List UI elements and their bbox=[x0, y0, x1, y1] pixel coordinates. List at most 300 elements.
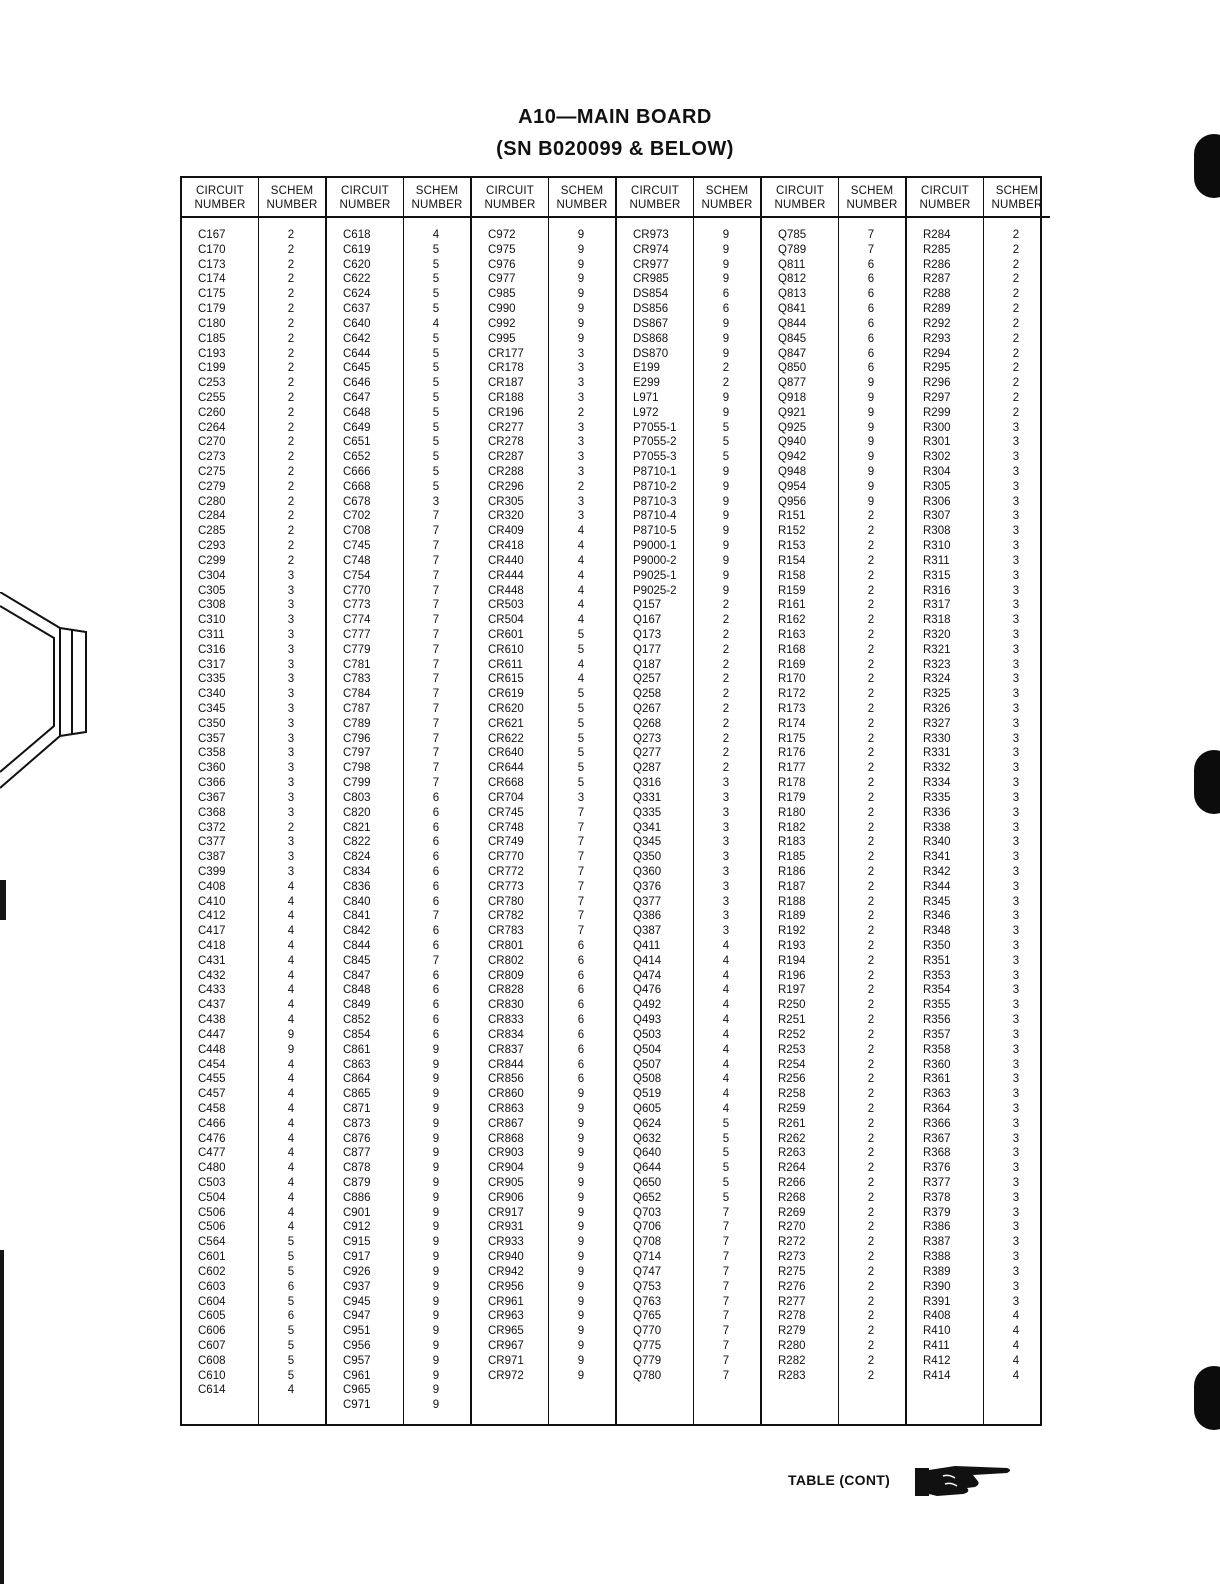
schem-number-cell: 3 bbox=[1012, 954, 1020, 967]
circuit-number-cell: R345 bbox=[923, 895, 951, 908]
circuit-number-cell: Q789 bbox=[778, 243, 807, 256]
schem-number-cell: 2 bbox=[867, 1043, 875, 1056]
circuit-number-cell: C642 bbox=[343, 332, 371, 345]
circuit-number-cell: R331 bbox=[923, 747, 951, 760]
schem-number-cell: 2 bbox=[867, 762, 875, 775]
schem-number-cell: 7 bbox=[432, 703, 440, 715]
circuit-number-cell: C886 bbox=[343, 1191, 371, 1204]
circuit-number-cell: R252 bbox=[778, 1028, 806, 1041]
circuit-number-cell: C437 bbox=[198, 999, 226, 1012]
schem-number-cell: 3 bbox=[287, 747, 295, 760]
circuit-number-cell: Q267 bbox=[633, 703, 662, 715]
circuit-number-cell: C781 bbox=[343, 658, 371, 671]
schem-number-cell: 2 bbox=[1012, 317, 1020, 330]
circuit-number-cell: C863 bbox=[343, 1058, 371, 1071]
schem-number-cell: 2 bbox=[867, 895, 875, 908]
circuit-number-cell: Q714 bbox=[633, 1251, 662, 1264]
schem-number-cell: 5 bbox=[577, 688, 585, 701]
circuit-number-cell: R323 bbox=[923, 658, 951, 671]
schem-number-cell: 9 bbox=[432, 1384, 440, 1397]
circuit-number-cell: R280 bbox=[778, 1339, 806, 1352]
schem-number-cell: 9 bbox=[577, 1280, 585, 1293]
circuit-number-cell: R179 bbox=[778, 791, 806, 804]
circuit-number-cell: R192 bbox=[778, 925, 806, 938]
schem-number-cell: 4 bbox=[577, 673, 585, 686]
schem-number-cell: 3 bbox=[577, 347, 585, 360]
schem-number-cell: 9 bbox=[432, 1354, 440, 1367]
circuit-number-cell: R360 bbox=[923, 1058, 951, 1071]
circuit-number-cell: C937 bbox=[343, 1280, 371, 1293]
circuit-number-cell: P9000-2 bbox=[633, 554, 677, 567]
schem-number-cell: 7 bbox=[867, 243, 875, 256]
schem-number-cell: 2 bbox=[722, 688, 730, 701]
circuit-number-cell: CR828 bbox=[488, 984, 524, 997]
header-line: NUMBER bbox=[556, 199, 608, 211]
circuit-number-cell: Q493 bbox=[633, 1014, 662, 1027]
circuit-number-cell: R287 bbox=[923, 273, 951, 286]
schem-number-cell: 9 bbox=[722, 554, 730, 567]
schem-number-column bbox=[984, 178, 1050, 1424]
circuit-number-cell: C335 bbox=[198, 673, 226, 686]
schem-number-cell: 3 bbox=[1012, 762, 1020, 775]
schem-number-cell: 7 bbox=[577, 806, 585, 819]
schem-number-cell: 2 bbox=[1012, 258, 1020, 271]
schem-number-cell: 2 bbox=[287, 436, 295, 449]
circuit-number-cell: Q386 bbox=[633, 910, 662, 923]
schem-number-cell: 4 bbox=[1012, 1310, 1020, 1323]
circuit-number-cell: CR620 bbox=[488, 703, 524, 715]
schem-number-cell: 6 bbox=[577, 1058, 585, 1071]
circuit-number-cell: C879 bbox=[343, 1177, 371, 1189]
schem-number-cell: 9 bbox=[867, 480, 875, 493]
circuit-number-cell: R342 bbox=[923, 865, 951, 878]
schem-number-cell: 3 bbox=[722, 821, 730, 834]
schem-number-cell: 2 bbox=[287, 303, 295, 316]
circuit-number-cell: CR802 bbox=[488, 954, 524, 967]
schem-number-cell: 5 bbox=[432, 377, 440, 390]
schem-number-cell: 4 bbox=[432, 229, 440, 241]
circuit-number-cell: R344 bbox=[923, 880, 951, 893]
circuit-number-cell: C360 bbox=[198, 762, 226, 775]
schem-number-cell: 6 bbox=[867, 273, 875, 286]
schem-number-cell: 3 bbox=[287, 614, 295, 627]
circuit-number-cell: C956 bbox=[343, 1339, 371, 1352]
schem-number-cell: 2 bbox=[867, 628, 875, 641]
circuit-number-cell: CR956 bbox=[488, 1280, 524, 1293]
binder-hole-middle bbox=[1194, 750, 1220, 814]
schem-number-cell: 4 bbox=[722, 1102, 730, 1115]
schem-number-cell: 9 bbox=[577, 229, 585, 241]
circuit-number-cell: Q940 bbox=[778, 436, 807, 449]
schem-number-cell: 3 bbox=[1012, 984, 1020, 997]
circuit-number-cell: Q948 bbox=[778, 466, 807, 478]
circuit-number-cell: C647 bbox=[343, 391, 371, 404]
schem-number-cell: 9 bbox=[722, 229, 730, 241]
schem-number-cell: 7 bbox=[577, 895, 585, 908]
circuit-number-cell: C926 bbox=[343, 1265, 371, 1278]
schem-number-cell: 7 bbox=[722, 1221, 730, 1234]
schem-number-cell: 9 bbox=[577, 1369, 585, 1382]
circuit-number-cell: C399 bbox=[198, 865, 226, 878]
circuit-number-cell: Q703 bbox=[633, 1206, 662, 1219]
parts-table bbox=[180, 176, 1042, 1426]
schem-number-cell: 4 bbox=[287, 880, 295, 893]
circuit-number-cell: Q811 bbox=[778, 258, 806, 271]
schem-number-cell: 4 bbox=[1012, 1354, 1020, 1367]
circuit-number-cell: R311 bbox=[923, 554, 950, 567]
schem-number-cell: 2 bbox=[867, 865, 875, 878]
circuit-number-cell: R300 bbox=[923, 421, 951, 434]
circuit-number-cell: C280 bbox=[198, 495, 226, 508]
schem-number-cell: 9 bbox=[867, 406, 875, 419]
circuit-number-cell: C311 bbox=[198, 628, 225, 641]
header-line: NUMBER bbox=[991, 199, 1043, 211]
schem-number-cell: 9 bbox=[432, 1206, 440, 1219]
schem-number-cell: 2 bbox=[287, 406, 295, 419]
circuit-number-cell: R412 bbox=[923, 1354, 951, 1367]
schem-number-cell: 2 bbox=[867, 703, 875, 715]
circuit-number-cell: R178 bbox=[778, 777, 806, 790]
schem-number-cell: 3 bbox=[287, 599, 295, 612]
circuit-number-cell: C264 bbox=[198, 421, 226, 434]
circuit-number-cell: CR188 bbox=[488, 391, 524, 404]
schem-number-cell: 4 bbox=[722, 999, 730, 1012]
schem-number-cell: 3 bbox=[1012, 880, 1020, 893]
schem-number-cell: 3 bbox=[1012, 969, 1020, 982]
schem-number-cell: 2 bbox=[1012, 377, 1020, 390]
circuit-number-cell: CR305 bbox=[488, 495, 524, 508]
circuit-number-cell: CR780 bbox=[488, 895, 524, 908]
schem-number-cell: 9 bbox=[867, 421, 875, 434]
schem-number-cell: 7 bbox=[577, 865, 585, 878]
header-line: NUMBER bbox=[339, 199, 391, 211]
schem-number-cell: 7 bbox=[432, 584, 440, 597]
circuit-number-cell: R275 bbox=[778, 1265, 806, 1278]
schem-number-cell: 5 bbox=[722, 421, 730, 434]
circuit-number-cell: R346 bbox=[923, 910, 951, 923]
circuit-number-cell: CR611 bbox=[488, 658, 523, 671]
schem-number-cell: 9 bbox=[432, 1102, 440, 1115]
circuit-number-cell: C185 bbox=[198, 332, 226, 345]
circuit-number-cell: CR972 bbox=[488, 1369, 524, 1382]
schem-number-cell: 4 bbox=[287, 925, 295, 938]
circuit-number-cell: Q268 bbox=[633, 717, 662, 730]
circuit-number-cell: C773 bbox=[343, 599, 371, 612]
circuit-number-cell: R307 bbox=[923, 510, 951, 523]
schem-number-cell: 9 bbox=[432, 1162, 440, 1175]
circuit-number-cell: C480 bbox=[198, 1162, 226, 1175]
schem-number-cell: 4 bbox=[287, 1206, 295, 1219]
schem-number-cell: 2 bbox=[722, 762, 730, 775]
schem-number-header bbox=[404, 178, 470, 218]
schem-number-cell: 2 bbox=[867, 1325, 875, 1338]
schem-number-cell: 7 bbox=[432, 614, 440, 627]
circuit-number-column bbox=[472, 178, 549, 1424]
circuit-number-cell: DS867 bbox=[633, 317, 669, 330]
circuit-number-cell: R188 bbox=[778, 895, 806, 908]
column-group-1 bbox=[182, 178, 327, 1424]
schem-number-cell: 2 bbox=[1012, 391, 1020, 404]
schem-number-cell: 3 bbox=[1012, 1221, 1020, 1234]
circuit-number-cell: R353 bbox=[923, 969, 951, 982]
schem-number-cell: 3 bbox=[577, 510, 585, 523]
circuit-number-cell: R335 bbox=[923, 791, 951, 804]
circuit-number-cell: CR288 bbox=[488, 466, 524, 478]
circuit-number-cell: C985 bbox=[488, 288, 516, 301]
schem-number-cell: 5 bbox=[722, 1162, 730, 1175]
header-line: NUMBER bbox=[846, 199, 898, 211]
schem-number-cell: 7 bbox=[432, 717, 440, 730]
schem-number-cell: 2 bbox=[287, 332, 295, 345]
pointing-hand-icon bbox=[915, 1460, 1015, 1500]
schem-number-column bbox=[259, 178, 325, 1424]
circuit-number-cell: C845 bbox=[343, 954, 371, 967]
circuit-number-cell: R261 bbox=[778, 1117, 806, 1130]
schem-number-cell: 2 bbox=[867, 1339, 875, 1352]
schem-number-cell: 4 bbox=[577, 554, 585, 567]
circuit-number-column bbox=[762, 178, 839, 1424]
circuit-number-cell: CR860 bbox=[488, 1088, 524, 1101]
schem-number-cell: 9 bbox=[577, 1236, 585, 1249]
circuit-number-cell: R174 bbox=[778, 717, 806, 730]
schem-number-cell: 2 bbox=[867, 599, 875, 612]
circuit-number-cell: CR773 bbox=[488, 880, 524, 893]
circuit-number-cell: R177 bbox=[778, 762, 806, 775]
schem-number-cell: 6 bbox=[432, 1014, 440, 1027]
schem-number-header bbox=[839, 178, 905, 218]
circuit-number-cell: C270 bbox=[198, 436, 226, 449]
circuit-number-cell: P8710-1 bbox=[633, 466, 677, 478]
schem-number-cell: 5 bbox=[287, 1295, 295, 1308]
circuit-number-cell: R175 bbox=[778, 732, 806, 745]
circuit-number-cell: P7055-3 bbox=[633, 451, 677, 464]
schem-number-cell: 2 bbox=[287, 495, 295, 508]
circuit-number-cell: R355 bbox=[923, 999, 951, 1012]
schem-number-cell: 6 bbox=[432, 791, 440, 804]
schem-number-cell: 6 bbox=[577, 984, 585, 997]
circuit-number-cell: C193 bbox=[198, 347, 226, 360]
circuit-number-cell: CR504 bbox=[488, 614, 524, 627]
schem-number-cell: 3 bbox=[722, 806, 730, 819]
schem-number-cell: 3 bbox=[1012, 910, 1020, 923]
schem-number-cell: 3 bbox=[1012, 925, 1020, 938]
circuit-number-cell: C784 bbox=[343, 688, 371, 701]
schem-number-cell: 2 bbox=[867, 1251, 875, 1264]
circuit-number-cell: CR833 bbox=[488, 1014, 524, 1027]
schem-number-cell: 7 bbox=[432, 643, 440, 656]
circuit-number-cell: R334 bbox=[923, 777, 951, 790]
circuit-number-cell: CR867 bbox=[488, 1117, 524, 1130]
circuit-number-cell: C293 bbox=[198, 540, 226, 553]
schem-number-cell: 9 bbox=[432, 1221, 440, 1234]
schem-number-cell: 4 bbox=[287, 1191, 295, 1204]
schem-number-column bbox=[404, 178, 470, 1424]
schem-number-cell: 6 bbox=[867, 288, 875, 301]
schem-number-cell: 2 bbox=[1012, 273, 1020, 286]
schem-number-column bbox=[839, 178, 905, 1424]
circuit-number-cell: C504 bbox=[198, 1191, 226, 1204]
schem-number-cell: 3 bbox=[577, 451, 585, 464]
schem-number-cell: 3 bbox=[722, 836, 730, 849]
schem-number-cell: 2 bbox=[867, 984, 875, 997]
circuit-number-cell: C417 bbox=[198, 925, 226, 938]
binder-hole-top bbox=[1194, 134, 1220, 198]
circuit-number-cell: C787 bbox=[343, 703, 371, 715]
circuit-number-cell: C340 bbox=[198, 688, 226, 701]
schem-number-cell: 2 bbox=[722, 703, 730, 715]
schem-number-cell: 5 bbox=[432, 466, 440, 478]
schem-number-cell: 9 bbox=[577, 1132, 585, 1145]
schem-number-cell: 2 bbox=[867, 1295, 875, 1308]
circuit-number-cell: CR942 bbox=[488, 1265, 524, 1278]
schem-number-cell: 5 bbox=[287, 1325, 295, 1338]
schem-number-cell: 9 bbox=[722, 391, 730, 404]
schem-number-cell: 5 bbox=[722, 1177, 730, 1189]
circuit-number-cell: C170 bbox=[198, 243, 226, 256]
column-group-4 bbox=[617, 178, 762, 1424]
schem-number-cell: 3 bbox=[1012, 510, 1020, 523]
schem-number-cell: 9 bbox=[432, 1369, 440, 1382]
circuit-number-cell: Q644 bbox=[633, 1162, 662, 1175]
schem-number-cell: 9 bbox=[722, 510, 730, 523]
header-line: NUMBER bbox=[774, 199, 826, 211]
schem-number-cell: 2 bbox=[867, 777, 875, 790]
schem-number-cell: 2 bbox=[287, 377, 295, 390]
circuit-number-cell: R301 bbox=[923, 436, 951, 449]
schem-number-cell: 9 bbox=[577, 1310, 585, 1323]
schem-number-cell: 2 bbox=[577, 480, 585, 493]
circuit-number-cell: CR809 bbox=[488, 969, 524, 982]
schem-number-cell: 5 bbox=[432, 480, 440, 493]
circuit-number-cell: R306 bbox=[923, 495, 951, 508]
schem-number-cell: 2 bbox=[867, 806, 875, 819]
schem-number-cell: 6 bbox=[577, 940, 585, 952]
circuit-number-cell: C458 bbox=[198, 1102, 226, 1115]
header-line: SCHEM bbox=[995, 185, 1039, 197]
circuit-number-cell: CR668 bbox=[488, 777, 524, 790]
schem-number-cell: 3 bbox=[1012, 599, 1020, 612]
schem-number-cell: 9 bbox=[432, 1177, 440, 1189]
schem-number-cell: 5 bbox=[722, 1117, 730, 1130]
circuit-number-cell: R299 bbox=[923, 406, 951, 419]
circuit-number-cell: Q942 bbox=[778, 451, 807, 464]
circuit-number-cell: Q845 bbox=[778, 332, 807, 345]
circuit-number-cell: C476 bbox=[198, 1132, 226, 1145]
schem-number-cell: 6 bbox=[432, 895, 440, 908]
schem-number-cell: 7 bbox=[432, 510, 440, 523]
circuit-number-cell: C708 bbox=[343, 525, 371, 538]
schem-number-cell: 9 bbox=[577, 1102, 585, 1115]
circuit-number-cell: C865 bbox=[343, 1088, 371, 1101]
schem-number-cell: 9 bbox=[432, 1088, 440, 1101]
circuit-number-cell: Q474 bbox=[633, 969, 662, 982]
circuit-number-cell: C506 bbox=[198, 1221, 226, 1234]
circuit-number-cell: CR906 bbox=[488, 1191, 524, 1204]
schem-number-cell: 2 bbox=[867, 688, 875, 701]
schem-number-cell: 2 bbox=[867, 1206, 875, 1219]
circuit-number-cell: R197 bbox=[778, 984, 806, 997]
schem-number-cell: 2 bbox=[867, 1147, 875, 1160]
schem-number-cell: 3 bbox=[1012, 865, 1020, 878]
circuit-number-cell: R350 bbox=[923, 940, 951, 952]
circuit-number-cell: CR782 bbox=[488, 910, 524, 923]
circuit-number-cell: R253 bbox=[778, 1043, 806, 1056]
circuit-number-cell: C975 bbox=[488, 243, 516, 256]
schem-number-cell: 5 bbox=[432, 362, 440, 375]
circuit-number-cell: Q519 bbox=[633, 1088, 662, 1101]
circuit-number-cell: R340 bbox=[923, 836, 951, 849]
header-line: SCHEM bbox=[415, 185, 459, 197]
circuit-number-cell: R320 bbox=[923, 628, 951, 641]
circuit-number-cell: CR745 bbox=[488, 806, 524, 819]
circuit-number-cell: C299 bbox=[198, 554, 226, 567]
schem-number-cell: 9 bbox=[577, 1088, 585, 1101]
schem-number-cell: 4 bbox=[287, 954, 295, 967]
circuit-number-cell: R364 bbox=[923, 1102, 951, 1115]
schem-number-cell: 9 bbox=[577, 273, 585, 286]
schem-number-cell: 7 bbox=[432, 628, 440, 641]
circuit-number-cell: C607 bbox=[198, 1339, 226, 1352]
circuit-number-cell: C645 bbox=[343, 362, 371, 375]
circuit-number-cell: R196 bbox=[778, 969, 806, 982]
circuit-number-cell: CR409 bbox=[488, 525, 524, 538]
schem-number-cell: 3 bbox=[1012, 1147, 1020, 1160]
circuit-number-cell: C304 bbox=[198, 569, 226, 582]
circuit-number-cell: R358 bbox=[923, 1043, 951, 1056]
circuit-number-cell: R414 bbox=[923, 1369, 951, 1382]
circuit-number-cell: C836 bbox=[343, 880, 371, 893]
schem-number-cell: 6 bbox=[867, 362, 875, 375]
schem-number-cell: 5 bbox=[287, 1251, 295, 1264]
circuit-number-cell: C961 bbox=[343, 1369, 371, 1382]
circuit-number-cell: R367 bbox=[923, 1132, 951, 1145]
circuit-number-cell: R354 bbox=[923, 984, 951, 997]
schem-number-cell: 3 bbox=[1012, 480, 1020, 493]
circuit-number-cell: Q706 bbox=[633, 1221, 662, 1234]
schem-number-cell: 2 bbox=[867, 880, 875, 893]
circuit-number-cell: Q785 bbox=[778, 229, 807, 241]
schem-number-cell: 2 bbox=[722, 599, 730, 612]
schem-number-cell: 7 bbox=[722, 1280, 730, 1293]
circuit-number-cell: Q387 bbox=[633, 925, 662, 938]
circuit-number-cell: CR644 bbox=[488, 762, 524, 775]
schem-number-cell: 2 bbox=[867, 954, 875, 967]
schem-number-cell: 6 bbox=[432, 821, 440, 834]
schem-number-cell: 2 bbox=[1012, 288, 1020, 301]
circuit-number-cell: C366 bbox=[198, 777, 226, 790]
circuit-number-cell: CR503 bbox=[488, 599, 524, 612]
schem-number-cell: 2 bbox=[867, 510, 875, 523]
circuit-number-cell: C876 bbox=[343, 1132, 371, 1145]
schem-number-cell: 3 bbox=[722, 865, 730, 878]
circuit-number-cell: Q503 bbox=[633, 1028, 662, 1041]
schem-number-cell: 9 bbox=[722, 317, 730, 330]
schem-number-cell: 2 bbox=[287, 273, 295, 286]
schem-number-cell: 2 bbox=[287, 821, 295, 834]
schem-number-cell: 7 bbox=[432, 762, 440, 775]
schem-number-cell: 3 bbox=[1012, 1058, 1020, 1071]
schem-number-cell: 4 bbox=[287, 1117, 295, 1130]
schem-number-cell: 2 bbox=[867, 1132, 875, 1145]
schem-number-cell: 5 bbox=[577, 717, 585, 730]
schem-number-cell: 9 bbox=[722, 258, 730, 271]
circuit-number-cell: C799 bbox=[343, 777, 371, 790]
circuit-number-cell: Q650 bbox=[633, 1177, 662, 1189]
header-line: CIRCUIT bbox=[195, 185, 245, 197]
circuit-number-cell: CR985 bbox=[633, 273, 669, 286]
schem-number-cell: 4 bbox=[287, 1073, 295, 1086]
circuit-number-cell: C841 bbox=[343, 910, 371, 923]
